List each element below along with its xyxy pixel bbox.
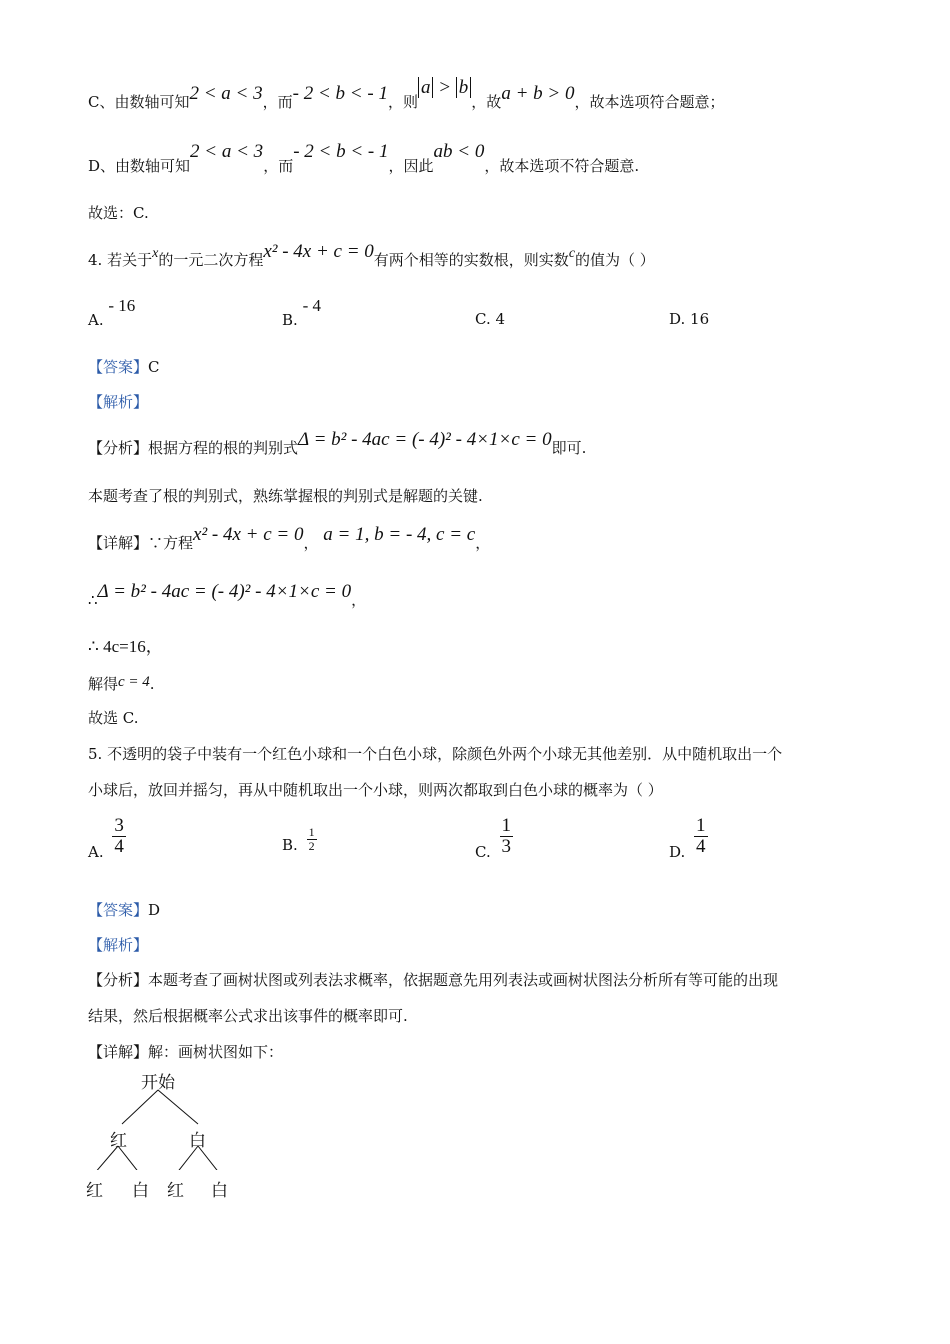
- fraction: [307, 826, 317, 853]
- tree-leaf-white: 白: [211, 1181, 228, 1201]
- text: 4. 若关于: [88, 251, 153, 269]
- analysis-tag: 【解析】: [88, 936, 149, 954]
- q5-answer: [88, 900, 160, 920]
- option-value: - 16: [108, 296, 136, 315]
- fraction: [112, 816, 126, 857]
- math-coefficients: a = 1, b = - 4, c = c: [323, 524, 476, 545]
- q5-detail: [88, 1042, 283, 1062]
- math-result: c = 4: [118, 674, 150, 690]
- q4-option-c: [475, 310, 505, 328]
- text: 有两个相等的实数根，则实数: [373, 251, 569, 269]
- option-label: A.: [88, 842, 104, 861]
- option-label: A.: [88, 311, 104, 329]
- q4-summary: 本题考查了根的判别式，熟练掌握根的判别式是解题的关键.: [88, 487, 483, 505]
- math-inequality: ab < 0: [433, 141, 485, 162]
- text: 本题考查了画树状图或列表法求概率，依据题意先用列表法或画树状图法分析所有等可能的出现: [148, 971, 779, 989]
- text: D、由数轴可知: [88, 157, 191, 175]
- detail-tag: 【详解】: [88, 534, 149, 552]
- text: ，故本选项不符合题意.: [484, 157, 640, 175]
- q3-option-d-line: [88, 141, 640, 176]
- text: 解得: [88, 675, 119, 693]
- tree-edge: [122, 1090, 158, 1124]
- analysis-tag: 【解析】: [88, 393, 149, 411]
- abs-b: b: [456, 77, 472, 98]
- option-label: C. 4: [475, 310, 506, 328]
- q5-fenxi-line1: [88, 970, 778, 990]
- fenxi-tag: 【分析】: [88, 439, 149, 457]
- q4-option-b: [282, 296, 321, 330]
- text: C、由数轴可知: [88, 93, 190, 111]
- text: 的一元二次方程: [158, 251, 264, 269]
- math-inequality: a + b > 0: [501, 83, 575, 104]
- text: ，因此: [388, 157, 434, 175]
- text: .: [149, 675, 155, 693]
- math-discriminant: Δ = b² - 4ac = (- 4)² - 4×1×c = 0: [298, 429, 552, 450]
- tree-edge: [158, 1090, 198, 1124]
- text: ，而: [262, 93, 293, 111]
- q3-choice: 故选：C.: [88, 204, 149, 222]
- math-abs-compare: [418, 77, 471, 98]
- text: ，: [475, 534, 491, 552]
- denominator: 3: [501, 836, 511, 857]
- q5-option-b: [282, 816, 317, 854]
- q4-answer: [88, 357, 160, 377]
- option-label: D. 16: [669, 310, 710, 328]
- detail-tag: 【详解】: [88, 1043, 149, 1061]
- therefore-symbol: ∴: [88, 591, 98, 609]
- text: ，: [351, 591, 367, 609]
- fraction: [500, 816, 514, 857]
- q4-step1: [88, 581, 367, 610]
- numerator: 1: [696, 815, 706, 836]
- text: ，: [303, 534, 319, 552]
- answer-value: D: [148, 901, 161, 919]
- q5-fenxi-line2: 结果，然后根据概率公式求出该事件的概率即可.: [88, 1007, 408, 1025]
- denominator: 2: [308, 839, 315, 853]
- option-value: - 4: [302, 296, 321, 315]
- math-inequality: 2 < a < 3: [190, 141, 264, 162]
- q5-option-d: [669, 815, 708, 861]
- math-inequality: - 2 < b < - 1: [293, 141, 389, 162]
- q4-step2: ∴ 4c=16，: [88, 637, 163, 656]
- option-label: C.: [475, 842, 491, 861]
- numerator: 1: [501, 815, 511, 836]
- text: 根据方程的根的判别式: [148, 439, 299, 457]
- abs-a: a: [418, 77, 434, 98]
- fraction: [694, 816, 708, 857]
- math-inequality: - 2 < b < - 1: [292, 83, 388, 104]
- text: 的值为（ ）: [575, 251, 655, 269]
- fenxi-tag: 【分析】: [88, 971, 149, 989]
- denominator: 4: [696, 836, 706, 857]
- text: ，而: [263, 157, 294, 175]
- answer-tag: 【答案】: [88, 358, 149, 376]
- option-label: D.: [669, 842, 686, 861]
- text: ，故: [471, 93, 502, 111]
- q4-detail: [88, 524, 491, 553]
- numerator: 1: [308, 825, 315, 839]
- numerator: 3: [114, 815, 124, 836]
- q5-option-a: [88, 815, 126, 861]
- tree-leaf-white: 白: [132, 1181, 149, 1201]
- text: ∵方程: [148, 534, 194, 552]
- answer-value: C: [148, 358, 160, 376]
- q4-fenxi: [88, 429, 587, 458]
- option-label: B.: [282, 835, 298, 854]
- tree-leaf-red: 红: [167, 1181, 184, 1201]
- option-label: B.: [282, 311, 298, 329]
- q5-option-c: [475, 815, 513, 861]
- text: 即可.: [551, 439, 587, 457]
- text: 解：画树状图如下：: [148, 1043, 284, 1061]
- math-inequality: 2 < a < 3: [189, 83, 263, 104]
- tree-node-white: 白: [189, 1131, 206, 1151]
- tree-node-red: 红: [110, 1131, 127, 1151]
- tree-leaf-red: 红: [86, 1181, 103, 1201]
- math-equation: x² - 4x + c = 0: [263, 241, 374, 262]
- q5-analysis-tag: [88, 935, 148, 955]
- text: ，则: [387, 93, 418, 111]
- math-discriminant: Δ = b² - 4ac = (- 4)² - 4×1×c = 0: [97, 581, 352, 602]
- math-equation: x² - 4x + c = 0: [193, 524, 304, 545]
- tree-root: 开始: [141, 1073, 175, 1093]
- q4-option-a: [88, 296, 136, 330]
- q3-option-c-line: [88, 77, 725, 112]
- q5-stem-line1: 5. 不透明的袋子中装有一个红色小球和一个白色小球，除颜色外两个小球无其他差别．从中随机取出一个: [88, 745, 783, 763]
- q4-choice: 故选 C.: [88, 709, 139, 727]
- q5-stem-line2: 小球后，放回并摇匀，再从中随机取出一个小球，则两次都取到白色小球的概率为（ ）: [88, 781, 663, 799]
- denominator: 4: [114, 836, 124, 857]
- q4-analysis-tag: [88, 392, 148, 412]
- gt-sign: >: [433, 77, 456, 98]
- q4-stem: [88, 241, 655, 272]
- answer-tag: 【答案】: [88, 901, 149, 919]
- q4-option-d: [669, 310, 709, 328]
- var-x: x: [152, 246, 159, 261]
- var-c: c: [568, 246, 576, 261]
- q4-step3: [88, 674, 155, 695]
- text: ，故本选项符合题意；: [574, 93, 725, 111]
